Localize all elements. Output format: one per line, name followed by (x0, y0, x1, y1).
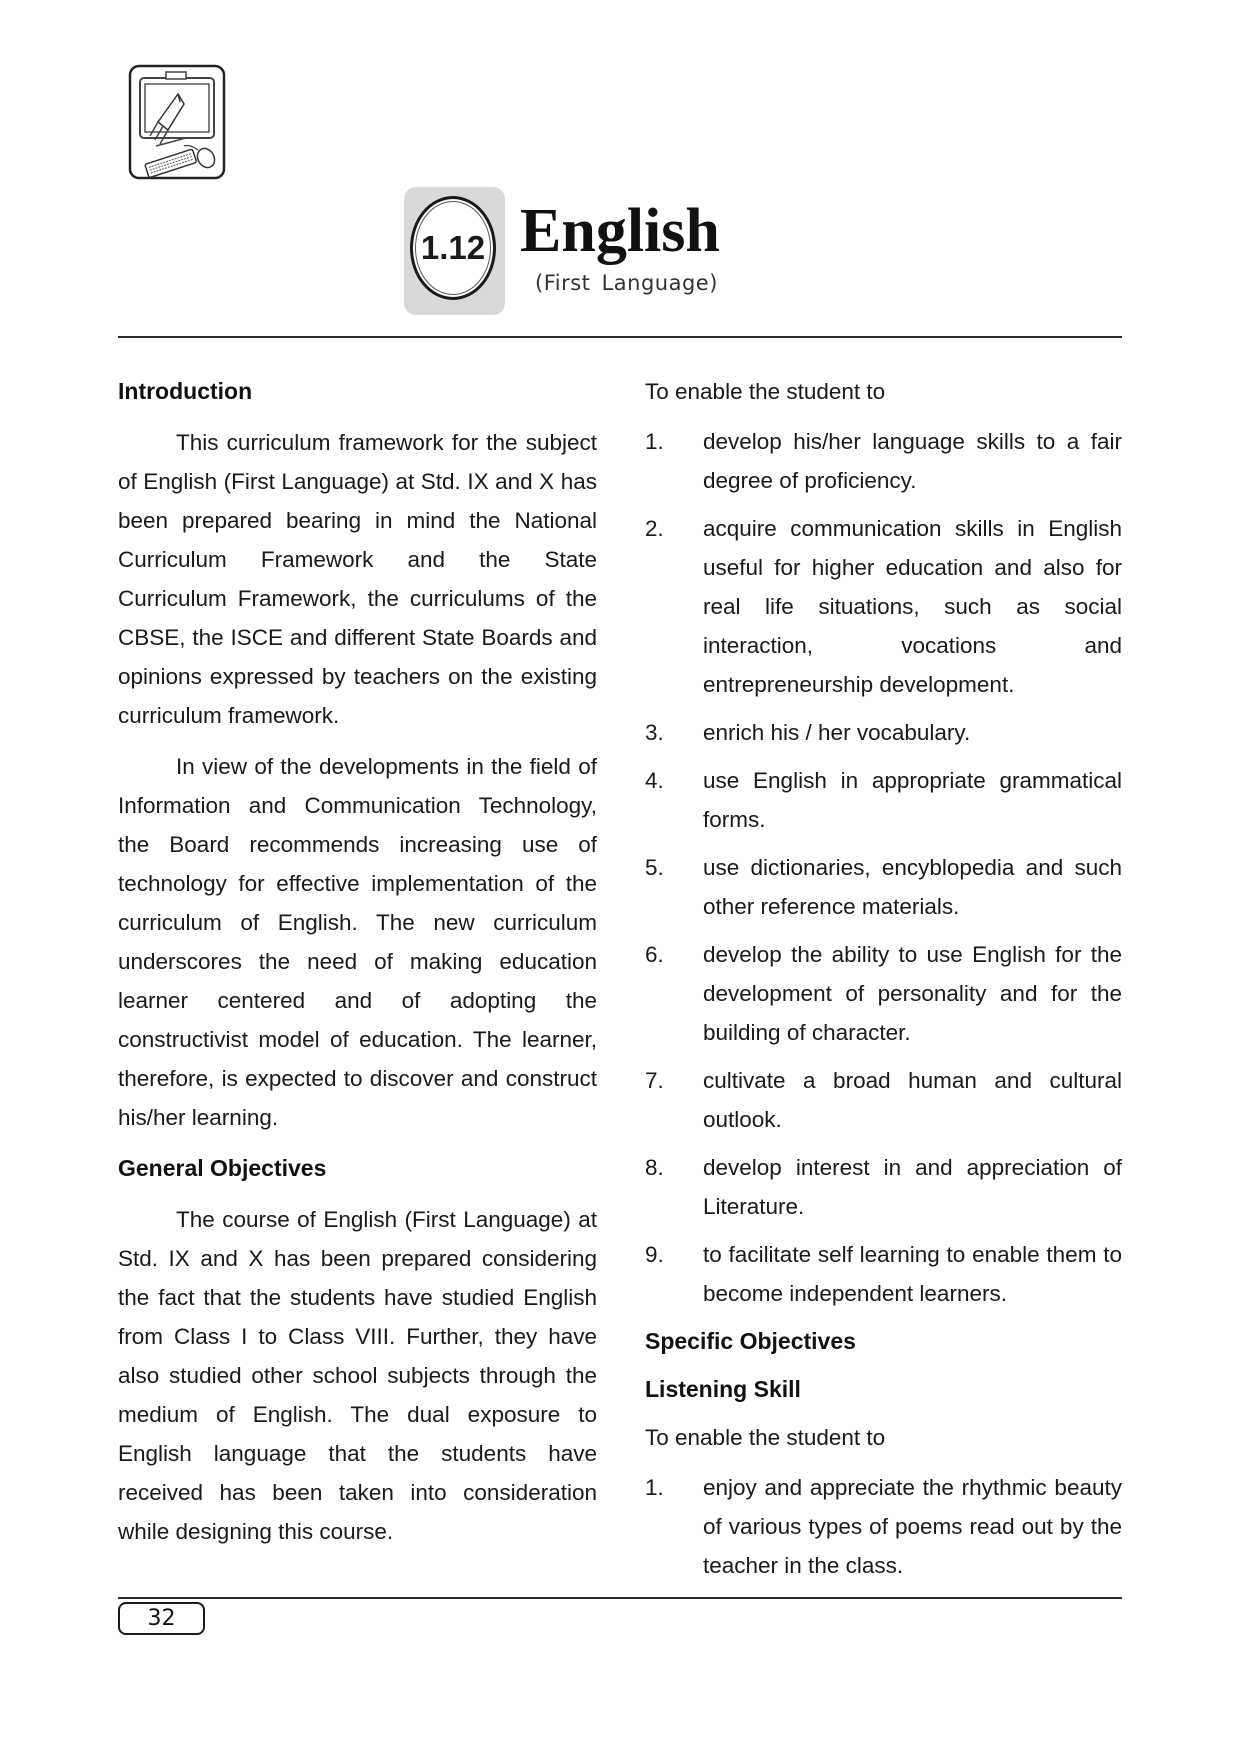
footer-divider (118, 1597, 1122, 1599)
general-objectives-heading: General Objectives (118, 1155, 327, 1181)
list-number: 4. (645, 768, 664, 793)
header-divider (118, 336, 1122, 338)
list-item (645, 1148, 1122, 1226)
list-item (645, 1235, 1122, 1313)
list-text: enrich his / her vocabulary. (703, 720, 971, 745)
general-objectives-list (645, 422, 1122, 1313)
list-number: 1. (645, 1475, 664, 1500)
list-text: to facilitate self learning to enable them to become independent learners. (703, 1242, 1122, 1306)
list-text: develop the ability to use English for the development of personality and for the building of character. (703, 942, 1122, 1045)
list-item (645, 422, 1122, 500)
list-item (645, 761, 1122, 839)
list-number: 2. (645, 516, 664, 541)
introduction-paragraph: This curriculum framework for the subject of English (First Language) at Std. IX and X has been prepared bearing in mind the National Curriculum Framework and the State Curriculum Framework, the curriculums of the CBSE, the ISCE and different State Boards and opinions expressed by teachers on the existing curriculum framework. (118, 430, 597, 728)
page-number-box (118, 1602, 205, 1635)
computer-drawing-icon (128, 64, 226, 180)
page-subtitle: (First Language) (535, 271, 718, 295)
page-number: 32 (147, 1606, 176, 1631)
list-text: use English in appropriate grammatical forms. (703, 768, 1122, 832)
list-text: cultivate a broad human and cultural outlook. (703, 1068, 1122, 1132)
list-text: enjoy and appreciate the rhythmic beauty of various types of poems read out by the teacher in the class. (703, 1475, 1122, 1578)
list-text: acquire communication skills in English useful for higher education and also for real life situations, such as social interaction, vocations and entrepreneurship development. (703, 516, 1122, 697)
list-text: use dictionaries, encyblopedia and such other reference materials. (703, 855, 1122, 919)
list-number: 6. (645, 942, 664, 967)
list-number: 1. (645, 429, 664, 454)
specific-objectives-heading: Specific Objectives (645, 1328, 856, 1354)
page-title: English (520, 197, 720, 265)
objectives-intro: To enable the student to (645, 379, 886, 404)
right-column (645, 372, 1122, 1594)
list-number: 7. (645, 1068, 664, 1093)
left-column (118, 372, 597, 1551)
list-item (645, 1468, 1122, 1585)
list-number: 8. (645, 1155, 664, 1180)
list-number: 3. (645, 720, 664, 745)
list-item (645, 935, 1122, 1052)
chapter-number: 1.12 (420, 229, 486, 266)
list-item (645, 848, 1122, 926)
list-number: 9. (645, 1242, 664, 1267)
list-text: develop his/her language skills to a fair degree of proficiency. (703, 429, 1122, 493)
chapter-badge (410, 196, 496, 300)
listening-intro: To enable the student to (645, 1425, 886, 1450)
list-item (645, 1061, 1122, 1139)
list-item (645, 713, 1122, 752)
list-item (645, 509, 1122, 704)
listening-objectives-list (645, 1468, 1122, 1585)
introduction-paragraph: In view of the developments in the field of Information and Communication Technology, the Board recommends increasing use of technology for effective implementation of the curriculum of English. The new curriculum underscores the need of making education learner centered and of adopting the constructivist model of education. The learner, therefore, is expected to discover and construct his/her learning. (118, 754, 597, 1130)
general-objectives-paragraph: The course of English (First Language) at Std. IX and X has been prepared considering the fact that the students have studied English from Class I to Class VIII. Further, they have also studied other school subjects through the medium of English. The dual exposure to English language that the students have received has been taken into consideration while designing this course. (118, 1207, 597, 1544)
introduction-heading: Introduction (118, 378, 253, 404)
list-number: 5. (645, 855, 664, 880)
listening-skill-heading: Listening Skill (645, 1376, 801, 1402)
list-text: develop interest in and appreciation of Literature. (703, 1155, 1122, 1219)
